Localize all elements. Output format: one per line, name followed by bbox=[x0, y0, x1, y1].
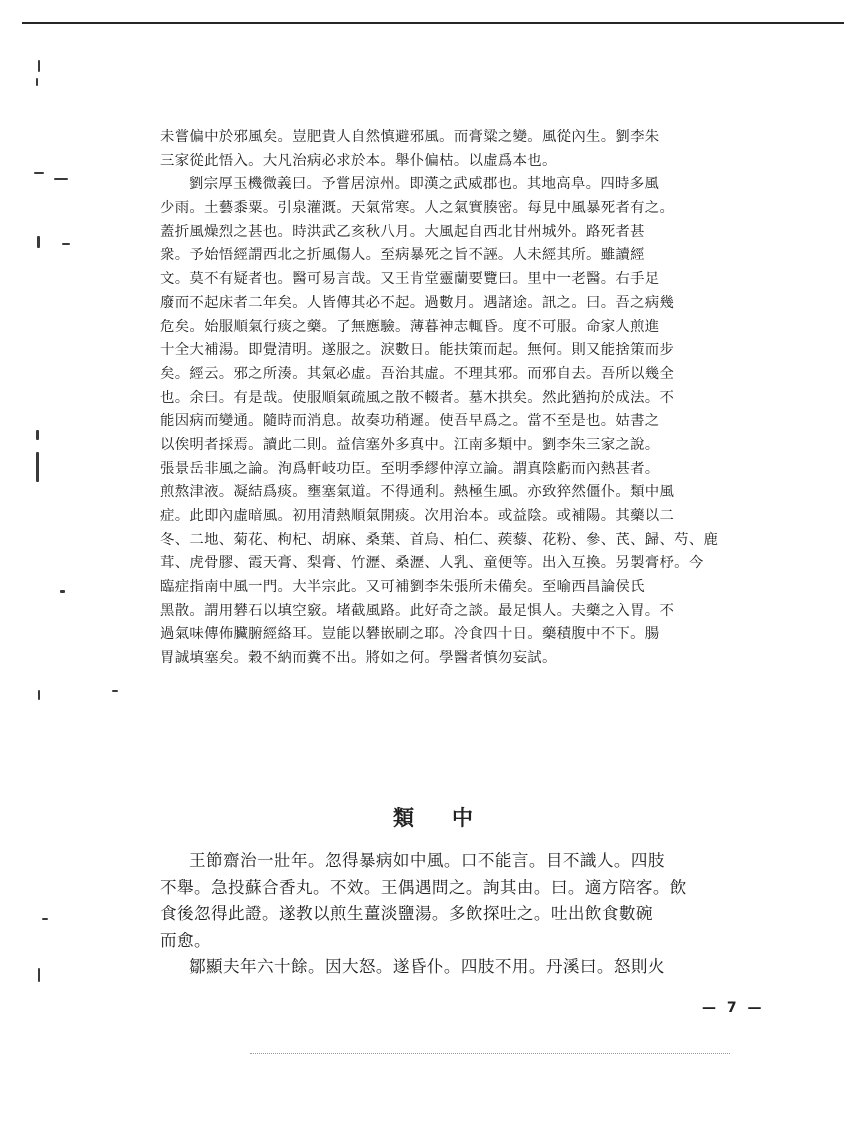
text-line: 茸、虎骨膠、霞天膏、梨膏、竹瀝、桑瀝、人乳、童便等。出入互換。另製膏杼。今 bbox=[160, 555, 704, 572]
text-line: 不舉。急投蘇合香丸。不效。王偶遇問之。詢其由。曰。適方陪客。飲 bbox=[160, 877, 687, 897]
text-line: 煎熬津液。凝結爲痰。壅塞氣道。不得通利。熱極生風。亦致猝然僵仆。類中風 bbox=[160, 484, 675, 501]
text-line: 三家從此悟入。大凡治病必求於本。舉仆偏枯。以虛爲本也。 bbox=[160, 152, 557, 169]
text-line: 鄒顯夫年六十餘。因大怒。遂昏仆。四肢不用。丹溪曰。怒則火 bbox=[189, 957, 665, 976]
text-line: 劉宗厚玉機微義曰。予嘗居涼州。即漢之武威郡也。其地高阜。四時多風 bbox=[189, 176, 660, 193]
text-line: 能因病而變通。隨時而消息。故奏功稍遲。使吾早爲之。當不至是也。姑書之 bbox=[160, 413, 660, 430]
scan-noise-line bbox=[250, 1053, 730, 1058]
text-line: 衆。予始悟經謂西北之折風傷人。至病暴死之旨不誣。人未經其所。雖讀經 bbox=[160, 247, 645, 264]
scan-speck bbox=[112, 690, 118, 692]
text-line: 而愈。 bbox=[160, 930, 211, 950]
text-line: 也。余曰。有是哉。使服順氣疏風之散不輟者。墓木拱矣。然此猶拘於成法。不 bbox=[160, 389, 675, 406]
text-line: 十全大補湯。即覺清明。遂服之。淚數日。能扶策而起。無何。則又能捨策而步 bbox=[160, 342, 675, 359]
scan-speck bbox=[60, 590, 65, 593]
page-number: — 7 — bbox=[702, 1000, 765, 1016]
top-border-rule bbox=[22, 22, 844, 24]
scan-speck bbox=[36, 452, 39, 482]
body-text-part2 bbox=[160, 848, 770, 981]
text-line: 症。此即內虛暗風。初用清熱順氣開痰。次用治本。或益陰。或補陽。其藥以二 bbox=[160, 508, 675, 524]
scan-speck bbox=[38, 60, 40, 72]
scan-speck bbox=[36, 78, 38, 86]
text-line: 王節齋治一壯年。忽得暴病如中風。口不能言。目不識人。四肢 bbox=[189, 851, 665, 870]
text-line: 文。莫不有疑者也。醫可易言哉。又王肯堂靈蘭要覽曰。里中一老醫。右手足 bbox=[160, 271, 660, 288]
scan-speck bbox=[36, 430, 39, 440]
body-text-part1 bbox=[160, 126, 770, 671]
text-line: 蓋折風燥烈之甚也。時洪武乙亥秋八月。大風起自西北甘州城外。路死者甚 bbox=[160, 223, 645, 240]
text-line: 矣。經云。邪之所湊。其氣必虛。吾治其虛。不理其邪。而邪自去。吾所以幾全 bbox=[160, 365, 675, 382]
text-line: 過氣味傳佈臟腑經絡耳。豈能以礬嵌刷之耶。冷食四十日。藥積腹中不下。腸 bbox=[160, 626, 660, 643]
scan-speck bbox=[42, 918, 48, 920]
section-heading bbox=[0, 802, 866, 832]
text-line: 未嘗偏中於邪風矣。豈肥貴人自然慎避邪風。而膏粱之變。風從內生。劉李朱 bbox=[160, 129, 660, 145]
scan-speck bbox=[38, 968, 40, 982]
scan-speck bbox=[37, 236, 40, 248]
text-line: 胃誠填塞矣。穀不納而糞不出。將如之何。學醫者慎勿妄試。 bbox=[160, 650, 557, 667]
text-line: 以俟明者採焉。讀此二則。益信塞外多真中。江南多類中。劉李朱三家之說。 bbox=[160, 436, 660, 453]
text-line: 少雨。土藝黍粟。引泉灌溉。天氣常寒。人之氣實腠密。每見中風暴死者有之。 bbox=[160, 200, 675, 217]
text-line: 張景岳非風之論。洵爲軒岐功臣。至明季繆仲淳立論。謂真陰虧而內熱甚者。 bbox=[160, 460, 660, 477]
text-line: 危矣。始服順氣行痰之藥。了無應驗。薄暮神志輒昏。度不可服。命家人煎進 bbox=[160, 318, 660, 335]
section-heading-text: 類中 bbox=[393, 805, 511, 830]
scan-speck bbox=[34, 172, 44, 174]
text-line: 食後忽得此證。遂教以煎生薑淡鹽湯。多飲探吐之。吐出飲食數碗 bbox=[160, 904, 653, 923]
text-line: 廢而不起床者二年矣。人皆傳其必不起。過數月。遇諸途。訊之。曰。吾之病幾 bbox=[160, 294, 675, 311]
text-line: 臨症指南中風一門。大半宗此。又可補劉李朱張所未備矣。至喻西昌論侯氏 bbox=[160, 579, 645, 596]
scan-speck bbox=[62, 243, 70, 245]
text-line: 冬、二地、菊花、枸杞、胡麻、桑葉、首烏、柏仁、蒺藜、花粉、參、芪、歸、芍、鹿 bbox=[160, 531, 719, 548]
scan-speck bbox=[54, 178, 68, 180]
scan-speck bbox=[38, 690, 40, 700]
text-line: 黑散。謂用礬石以填空竅。堵截風路。此好奇之談。最足惧人。夫藥之入胃。不 bbox=[160, 602, 675, 619]
